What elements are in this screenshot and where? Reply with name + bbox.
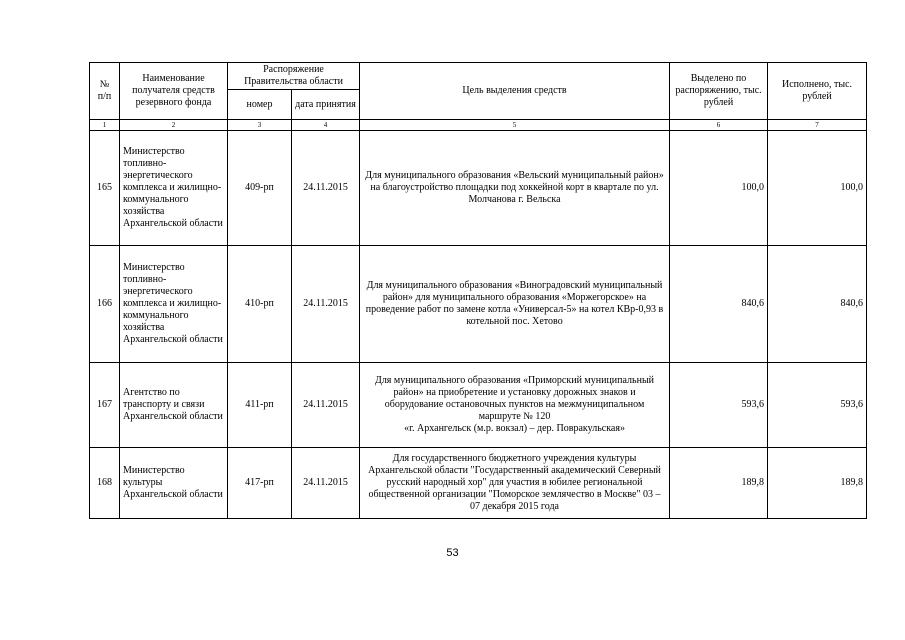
row-order-number: 411-рп [228, 363, 292, 448]
row-executed: 189,8 [768, 448, 867, 519]
row-allocated: 100,0 [670, 131, 768, 246]
col-header-allocated: Выделено по распоряжению, тыс. рублей [670, 63, 768, 120]
col-header-recipient: Наименование получателя средств резервного фонда [120, 63, 228, 120]
reserve-fund-table [89, 62, 867, 519]
col-header-purpose: Цель выделения средств [360, 63, 670, 120]
row-recipient: Министерство топливно-энергетического комплекса и жилищно-коммунального хозяйства Архангельской области [120, 131, 228, 246]
row-purpose: Для муниципального образования «Виноградовский муниципальный район» для муниципального образования «Моржегорское» на проведение работ по замене котла «Универсал-5» на котел КВр-0,93 в котельной пос. Хетово [360, 246, 670, 363]
col-header-executed: Исполнено, тыс. рублей [768, 63, 867, 120]
row-order-number: 417-рп [228, 448, 292, 519]
row-date: 24.11.2015 [292, 363, 360, 448]
column-number: 6 [670, 120, 768, 131]
col-header-order-group: Распоряжение Правительства области [228, 63, 360, 90]
row-num: 165 [90, 131, 120, 246]
row-purpose: Для муниципального образования «Вельский муниципальный район» на благоустройство площадки под хоккейной корт в квартале по ул. Молчанова г. Вельска [360, 131, 670, 246]
column-number: 3 [228, 120, 292, 131]
column-number-row [90, 120, 867, 131]
col-header-order-number: номер [228, 90, 292, 120]
col-header-num: № п/п [90, 63, 120, 120]
row-num: 168 [90, 448, 120, 519]
column-number: 2 [120, 120, 228, 131]
page-number: 53 [446, 547, 459, 559]
row-executed: 840,6 [768, 246, 867, 363]
row-date: 24.11.2015 [292, 131, 360, 246]
row-allocated: 840,6 [670, 246, 768, 363]
row-date: 24.11.2015 [292, 448, 360, 519]
row-num: 167 [90, 363, 120, 448]
table-row [90, 246, 867, 363]
row-allocated: 593,6 [670, 363, 768, 448]
column-number: 1 [90, 120, 120, 131]
row-num: 166 [90, 246, 120, 363]
row-order-number: 409-рп [228, 131, 292, 246]
table-row [90, 363, 867, 448]
column-number: 7 [768, 120, 867, 131]
row-executed: 593,6 [768, 363, 867, 448]
table-row [90, 448, 867, 519]
header-row-1 [90, 63, 867, 90]
row-recipient: Агентство по транспорту и связи Архангельской области [120, 363, 228, 448]
row-date: 24.11.2015 [292, 246, 360, 363]
column-number: 5 [360, 120, 670, 131]
column-number: 4 [292, 120, 360, 131]
col-header-order-date: дата принятия [292, 90, 360, 120]
row-allocated: 189,8 [670, 448, 768, 519]
row-purpose: Для государственного бюджетного учреждения культуры Архангельской области "Государственный академический Северный русский народный хор" для участия в юбилее региональной общественной организации "Поморское землячество в Москве" 03 – 07 декабря 2015 года [360, 448, 670, 519]
row-purpose: Для муниципального образования «Приморский муниципальный район» на приобретение и установку дорожных знаков и оборудование остановочных пунктов на межмуниципальном маршруте № 120 «г. Архангельск (м.р. вокзал) – дер. Повракульская» [360, 363, 670, 448]
row-order-number: 410-рп [228, 246, 292, 363]
row-recipient: Министерство топливно-энергетического комплекса и жилищно-коммунального хозяйства Архангельской области [120, 246, 228, 363]
row-recipient: Министерство культуры Архангельской области [120, 448, 228, 519]
row-executed: 100,0 [768, 131, 867, 246]
table-row [90, 131, 867, 246]
